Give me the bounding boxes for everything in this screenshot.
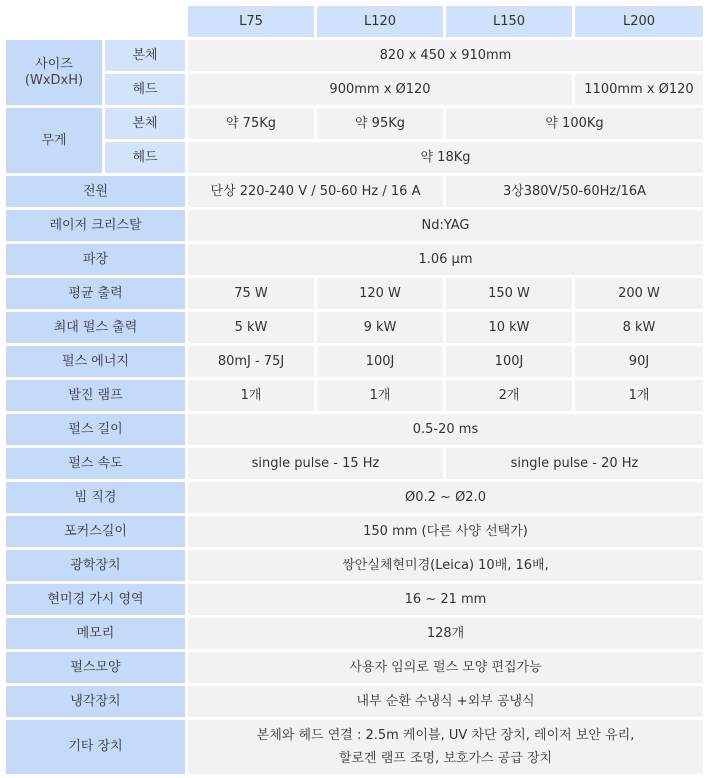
weight-body-row	[6, 108, 703, 139]
etc-value	[188, 720, 703, 774]
weight-body-l120: 약 95Kg	[317, 108, 443, 139]
focal-length-label: 포커스길이	[6, 516, 185, 547]
avg-output-l150: 150 W	[446, 278, 572, 309]
etc-value-line2: 할로겐 램프 조명, 보호가스 공급 장치	[338, 751, 553, 766]
microscope-view-value: 16 ~ 21 mm	[188, 584, 703, 615]
optics-value: 쌍안실체현미경(Leica) 10배, 16배,	[188, 550, 703, 581]
power-row	[6, 176, 703, 207]
lamp-l200: 1개	[575, 380, 703, 411]
crystal-label: 레이저 크리스탈	[6, 210, 185, 241]
power-single: 단상 220-240 V / 50-60 Hz / 16 A	[188, 176, 443, 207]
beam-diameter-value: Ø0.2 ~ Ø2.0	[188, 482, 703, 513]
size-label-text: 사이즈	[35, 56, 73, 72]
power-three: 3상380V/50-60Hz/16A	[446, 176, 703, 207]
crystal-value: Nd:YAG	[188, 210, 703, 241]
optics-label: 광학장치	[6, 550, 185, 581]
pulse-length-value: 0.5-20 ms	[188, 414, 703, 445]
weight-head-value: 약 18Kg	[188, 142, 703, 173]
microscope-view-row	[6, 584, 703, 615]
spec-table	[3, 3, 706, 777]
etc-row	[6, 720, 703, 774]
pulse-energy-l120: 100J	[317, 346, 443, 377]
etc-label: 기타 장치	[6, 720, 185, 774]
pulse-rate-label: 펄스 속도	[6, 448, 185, 479]
header-l75: L75	[188, 6, 314, 37]
weight-head-label: 헤드	[105, 142, 185, 173]
pulse-energy-l200: 90J	[575, 346, 703, 377]
pulse-rate-value-b: single pulse - 20 Hz	[446, 448, 703, 479]
size-head-value-a: 900mm x Ø120	[188, 74, 572, 105]
memory-value: 128개	[188, 618, 703, 649]
crystal-row	[6, 210, 703, 241]
pulse-shape-label: 펄스모양	[6, 652, 185, 683]
max-pulse-output-label: 최대 펄스 출력	[6, 312, 185, 343]
pulse-energy-row	[6, 346, 703, 377]
pulse-length-label: 펄스 길이	[6, 414, 185, 445]
weight-body-l75: 약 75Kg	[188, 108, 314, 139]
weight-body-label: 본체	[105, 108, 185, 139]
focal-length-value: 150 mm (다른 사양 선택가)	[188, 516, 703, 547]
avg-output-l75: 75 W	[188, 278, 314, 309]
memory-label: 메모리	[6, 618, 185, 649]
max-pulse-output-row	[6, 312, 703, 343]
focal-length-row	[6, 516, 703, 547]
cooling-label: 냉각장치	[6, 686, 185, 717]
header-corner	[6, 6, 185, 37]
size-head-label: 헤드	[105, 74, 185, 105]
wavelength-row	[6, 244, 703, 275]
wavelength-label: 파장	[6, 244, 185, 275]
optics-row	[6, 550, 703, 581]
pulse-energy-l150: 100J	[446, 346, 572, 377]
weight-head-row	[6, 142, 703, 173]
header-row	[6, 6, 703, 37]
pulse-shape-row	[6, 652, 703, 683]
beam-diameter-row	[6, 482, 703, 513]
pulse-rate-value-a: single pulse - 15 Hz	[188, 448, 443, 479]
max-pulse-output-l120: 9 kW	[317, 312, 443, 343]
avg-output-label: 평균 출력	[6, 278, 185, 309]
size-head-value-b: 1100mm x Ø120	[575, 74, 703, 105]
weight-label: 무게	[6, 108, 102, 173]
pulse-energy-label: 펄스 에너지	[6, 346, 185, 377]
power-label: 전원	[6, 176, 185, 207]
size-label	[6, 40, 102, 105]
lamp-l75: 1개	[188, 380, 314, 411]
size-unit: (WxDxH)	[24, 72, 84, 88]
beam-diameter-label: 빔 직경	[6, 482, 185, 513]
pulse-length-row	[6, 414, 703, 445]
max-pulse-output-l200: 8 kW	[575, 312, 703, 343]
lamp-row	[6, 380, 703, 411]
microscope-view-label: 현미경 가시 영역	[6, 584, 185, 615]
cooling-row	[6, 686, 703, 717]
size-body-row	[6, 40, 703, 71]
avg-output-l200: 200 W	[575, 278, 703, 309]
cooling-value: 내부 순환 수냉식 +외부 공냉식	[188, 686, 703, 717]
lamp-l120: 1개	[317, 380, 443, 411]
size-body-value: 820 x 450 x 910mm	[188, 40, 703, 71]
memory-row	[6, 618, 703, 649]
pulse-rate-row	[6, 448, 703, 479]
avg-output-row	[6, 278, 703, 309]
etc-value-line1: 본체와 헤드 연결 : 2.5m 케이블, UV 차단 장치, 레이저 보안 유리,	[256, 728, 635, 743]
lamp-l150: 2개	[446, 380, 572, 411]
size-head-row	[6, 74, 703, 105]
max-pulse-output-l150: 10 kW	[446, 312, 572, 343]
pulse-energy-l75: 80mJ - 75J	[188, 346, 314, 377]
size-body-label: 본체	[105, 40, 185, 71]
weight-body-l150-l200: 약 100Kg	[446, 108, 703, 139]
header-l120: L120	[317, 6, 443, 37]
avg-output-l120: 120 W	[317, 278, 443, 309]
pulse-shape-value: 사용자 임의로 펄스 모양 편집가능	[188, 652, 703, 683]
header-l150: L150	[446, 6, 572, 37]
max-pulse-output-l75: 5 kW	[188, 312, 314, 343]
header-l200: L200	[575, 6, 703, 37]
lamp-label: 발진 램프	[6, 380, 185, 411]
wavelength-value: 1.06 µm	[188, 244, 703, 275]
